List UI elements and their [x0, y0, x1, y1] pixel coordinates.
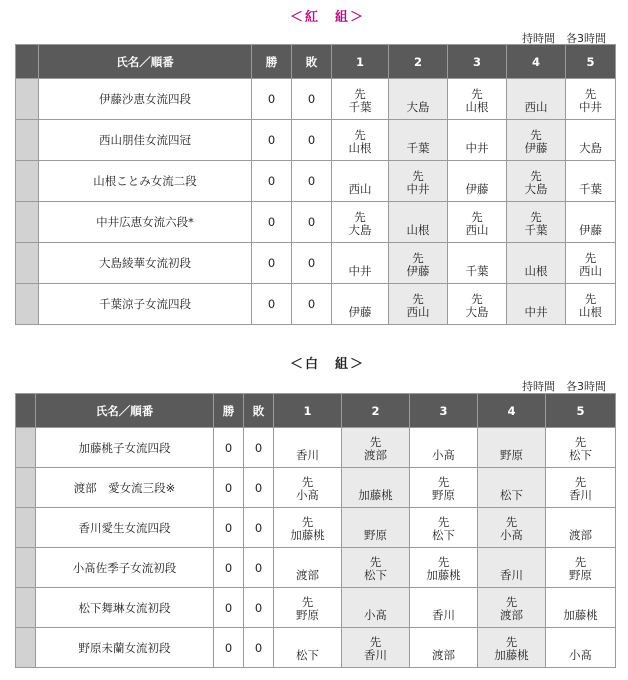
- row-side-marker: [16, 548, 36, 588]
- player-row: [16, 120, 616, 161]
- row-side-marker: [16, 284, 39, 325]
- white-time-note: 持時間 各3時間: [522, 380, 606, 393]
- loss-count: 0: [244, 588, 274, 628]
- opponent-name: 松下: [432, 528, 455, 542]
- round-3-cell: [448, 161, 507, 202]
- red-header-row: [16, 45, 616, 79]
- sente-mark: 先: [369, 635, 382, 649]
- round-4-cell: [478, 548, 546, 588]
- row-side-marker: [16, 588, 36, 628]
- sente-mark: 先: [505, 515, 518, 529]
- round-1-cell: [274, 628, 342, 668]
- player-row: [16, 508, 616, 548]
- opponent-name: 西山: [465, 223, 489, 237]
- win-count: 0: [214, 588, 244, 628]
- round-5-cell: [546, 468, 616, 508]
- round-5-cell: [566, 120, 616, 161]
- round-1-cell: [274, 588, 342, 628]
- header-round-5: 5: [566, 45, 616, 79]
- win-count: 0: [252, 79, 292, 120]
- round-2-cell: [342, 628, 410, 668]
- header-round-1: 1: [274, 394, 342, 428]
- win-count: 0: [252, 243, 292, 284]
- red-group-table: [15, 44, 616, 325]
- opponent-name: 千葉: [579, 182, 602, 196]
- player-name: 松下舞琳女流初段: [36, 588, 214, 628]
- opponent-name: 松下: [364, 568, 387, 582]
- loss-count: 0: [244, 508, 274, 548]
- round-4-cell: [478, 428, 546, 468]
- round-1-cell: [274, 548, 342, 588]
- sente-mark: 先: [584, 251, 597, 265]
- row-side-marker: [16, 468, 36, 508]
- round-1-cell: [332, 243, 389, 284]
- opponent-name: 大島: [579, 141, 602, 155]
- row-side-marker: [16, 628, 36, 668]
- opponent-name: 小髙: [432, 448, 455, 462]
- player-name: 山根ことみ女流二段: [39, 161, 252, 202]
- win-count: 0: [252, 161, 292, 202]
- sente-mark: 先: [471, 292, 483, 306]
- round-4-cell: [507, 284, 566, 325]
- win-count: 0: [214, 628, 244, 668]
- round-3-cell: [448, 79, 507, 120]
- opponent-name: 西山: [524, 100, 548, 114]
- sente-mark: 先: [584, 292, 597, 306]
- round-2-cell: [342, 508, 410, 548]
- opponent-name: 山根: [348, 141, 372, 155]
- player-name: 大島綾華女流初段: [39, 243, 252, 284]
- round-5-cell: [566, 243, 616, 284]
- round-1-cell: [332, 161, 389, 202]
- opponent-name: 渡部: [364, 448, 387, 462]
- win-count: 0: [214, 468, 244, 508]
- opponent-name: 中井: [348, 264, 372, 278]
- sente-mark: 先: [530, 169, 542, 183]
- header-round-3: 3: [410, 394, 478, 428]
- opponent-name: 香川: [364, 648, 387, 662]
- round-5-cell: [546, 508, 616, 548]
- opponent-name: 西山: [348, 182, 372, 196]
- win-count: 0: [214, 508, 244, 548]
- opponent-name: 中井: [524, 305, 548, 319]
- loss-count: 0: [244, 548, 274, 588]
- header-loss: 敗: [244, 394, 274, 428]
- sente-mark: 先: [574, 555, 587, 569]
- header-win: 勝: [214, 394, 244, 428]
- round-3-cell: [448, 120, 507, 161]
- sente-mark: 先: [574, 475, 587, 489]
- opponent-name: 加藤桃: [563, 608, 598, 622]
- loss-count: 0: [292, 120, 332, 161]
- player-row: [16, 161, 616, 202]
- round-3-cell: [410, 588, 478, 628]
- opponent-name: 小髙: [364, 608, 387, 622]
- sente-mark: 先: [584, 87, 597, 101]
- opponent-name: 大島: [406, 100, 430, 114]
- opponent-name: 山根: [524, 264, 548, 278]
- win-count: 0: [252, 120, 292, 161]
- opponent-name: 伊藤: [348, 305, 372, 319]
- round-3-cell: [448, 202, 507, 243]
- round-4-cell: [478, 628, 546, 668]
- opponent-name: 中井: [465, 141, 489, 155]
- header-round-1: 1: [332, 45, 389, 79]
- round-2-cell: [389, 243, 448, 284]
- red-time-note: 持時間 各3時間: [522, 32, 606, 45]
- player-name: 香川愛生女流四段: [36, 508, 214, 548]
- player-row: [16, 284, 616, 325]
- opponent-name: 野原: [364, 528, 387, 542]
- player-row: [16, 428, 616, 468]
- win-count: 0: [214, 428, 244, 468]
- round-4-cell: [507, 79, 566, 120]
- player-name: 西山朋佳女流四冠: [39, 120, 252, 161]
- opponent-name: 大島: [348, 223, 372, 237]
- player-name: 野原未蘭女流初段: [36, 628, 214, 668]
- round-1-cell: [274, 508, 342, 548]
- opponent-name: 千葉: [348, 100, 372, 114]
- header-name: 氏名／順番: [36, 394, 214, 428]
- round-2-cell: [389, 284, 448, 325]
- round-4-cell: [507, 120, 566, 161]
- round-5-cell: [566, 161, 616, 202]
- round-5-cell: [566, 284, 616, 325]
- round-4-cell: [478, 508, 546, 548]
- opponent-name: 渡部: [500, 608, 523, 622]
- loss-count: 0: [292, 284, 332, 325]
- header-round-5: 5: [546, 394, 616, 428]
- player-row: [16, 79, 616, 120]
- row-side-marker: [16, 79, 39, 120]
- row-side-marker: [16, 202, 39, 243]
- player-name: 渡部 愛女流三段※: [36, 468, 214, 508]
- header-round-4: 4: [507, 45, 566, 79]
- header-name: 氏名／順番: [39, 45, 252, 79]
- round-3-cell: [448, 284, 507, 325]
- row-side-marker: [16, 161, 39, 202]
- round-5-cell: [546, 628, 616, 668]
- opponent-name: 香川: [432, 608, 455, 622]
- player-name: 中井広恵女流六段*: [39, 202, 252, 243]
- round-2-cell: [342, 588, 410, 628]
- sente-mark: 先: [505, 635, 518, 649]
- opponent-name: 香川: [500, 568, 523, 582]
- opponent-name: 野原: [500, 448, 523, 462]
- sente-mark: 先: [301, 475, 314, 489]
- opponent-name: 千葉: [524, 223, 548, 237]
- round-2-cell: [342, 428, 410, 468]
- opponent-name: 香川: [569, 488, 592, 502]
- opponent-name: 小髙: [296, 488, 319, 502]
- round-3-cell: [448, 243, 507, 284]
- opponent-name: 加藤桃: [494, 648, 529, 662]
- header-round-2: 2: [342, 394, 410, 428]
- opponent-name: 大島: [465, 305, 489, 319]
- round-2-cell: [342, 548, 410, 588]
- round-1-cell: [332, 284, 389, 325]
- round-2-cell: [389, 79, 448, 120]
- sente-mark: 先: [574, 435, 587, 449]
- sente-mark: 先: [301, 595, 314, 609]
- opponent-name: 千葉: [406, 141, 430, 155]
- round-3-cell: [410, 468, 478, 508]
- sente-mark: 先: [354, 87, 366, 101]
- white-header-row: [16, 394, 616, 428]
- opponent-name: 西山: [579, 264, 602, 278]
- round-4-cell: [478, 588, 546, 628]
- round-4-cell: [507, 243, 566, 284]
- player-row: [16, 588, 616, 628]
- round-1-cell: [332, 120, 389, 161]
- row-side-marker: [16, 428, 36, 468]
- round-3-cell: [410, 548, 478, 588]
- sente-mark: 先: [530, 128, 542, 142]
- opponent-name: 香川: [296, 448, 319, 462]
- opponent-name: 西山: [406, 305, 430, 319]
- white-group-table: [15, 393, 616, 668]
- round-5-cell: [546, 588, 616, 628]
- player-name: 小髙佐季子女流初段: [36, 548, 214, 588]
- opponent-name: 伊藤: [465, 182, 489, 196]
- win-count: 0: [214, 548, 244, 588]
- red-group-title: ＜紅 組＞: [290, 10, 366, 25]
- opponent-name: 山根: [406, 223, 430, 237]
- loss-count: 0: [292, 161, 332, 202]
- round-2-cell: [342, 468, 410, 508]
- player-name: 伊藤沙恵女流四段: [39, 79, 252, 120]
- player-row: [16, 202, 616, 243]
- sente-mark: 先: [437, 475, 450, 489]
- player-row: [16, 243, 616, 284]
- sente-mark: 先: [301, 515, 314, 529]
- round-3-cell: [410, 628, 478, 668]
- player-name: 千葉涼子女流四段: [39, 284, 252, 325]
- header-win: 勝: [252, 45, 292, 79]
- round-5-cell: [566, 202, 616, 243]
- loss-count: 0: [244, 468, 274, 508]
- opponent-name: 伊藤: [406, 264, 430, 278]
- header-round-3: 3: [448, 45, 507, 79]
- opponent-name: 伊藤: [524, 141, 548, 155]
- loss-count: 0: [244, 428, 274, 468]
- round-1-cell: [332, 202, 389, 243]
- round-2-cell: [389, 120, 448, 161]
- round-5-cell: [546, 428, 616, 468]
- sente-mark: 先: [412, 292, 424, 306]
- opponent-name: 松下: [500, 488, 523, 502]
- sente-mark: 先: [505, 595, 518, 609]
- opponent-name: 千葉: [465, 264, 489, 278]
- sente-mark: 先: [354, 128, 366, 142]
- round-3-cell: [410, 428, 478, 468]
- opponent-name: 小髙: [569, 648, 592, 662]
- round-5-cell: [546, 548, 616, 588]
- win-count: 0: [252, 202, 292, 243]
- opponent-name: 渡部: [296, 568, 319, 582]
- opponent-name: 渡部: [432, 648, 455, 662]
- opponent-name: 中井: [579, 100, 602, 114]
- player-row: [16, 548, 616, 588]
- round-1-cell: [274, 428, 342, 468]
- loss-count: 0: [244, 628, 274, 668]
- opponent-name: 小髙: [500, 528, 523, 542]
- opponent-name: 松下: [296, 648, 319, 662]
- sente-mark: 先: [437, 515, 450, 529]
- round-3-cell: [410, 508, 478, 548]
- sente-mark: 先: [369, 555, 382, 569]
- header-round-4: 4: [478, 394, 546, 428]
- opponent-name: 野原: [296, 608, 319, 622]
- opponent-name: 松下: [569, 448, 592, 462]
- round-1-cell: [274, 468, 342, 508]
- header-side: [16, 394, 36, 428]
- sente-mark: 先: [530, 210, 542, 224]
- sente-mark: 先: [471, 210, 483, 224]
- opponent-name: 大島: [524, 182, 548, 196]
- round-4-cell: [507, 202, 566, 243]
- round-4-cell: [478, 468, 546, 508]
- player-row: [16, 628, 616, 668]
- round-4-cell: [507, 161, 566, 202]
- header-round-2: 2: [389, 45, 448, 79]
- player-name: 加藤桃子女流四段: [36, 428, 214, 468]
- sente-mark: 先: [369, 435, 382, 449]
- round-5-cell: [566, 79, 616, 120]
- loss-count: 0: [292, 202, 332, 243]
- row-side-marker: [16, 243, 39, 284]
- opponent-name: 加藤桃: [426, 568, 461, 582]
- sente-mark: 先: [437, 555, 450, 569]
- sente-mark: 先: [412, 169, 424, 183]
- loss-count: 0: [292, 79, 332, 120]
- opponent-name: 伊藤: [579, 223, 602, 237]
- opponent-name: 中井: [406, 182, 430, 196]
- sente-mark: 先: [412, 251, 424, 265]
- white-group-title: ＜白 組＞: [290, 357, 366, 372]
- row-side-marker: [16, 508, 36, 548]
- round-2-cell: [389, 202, 448, 243]
- header-side: [16, 45, 39, 79]
- sente-mark: 先: [471, 87, 483, 101]
- opponent-name: 山根: [579, 305, 602, 319]
- header-loss: 敗: [292, 45, 332, 79]
- round-1-cell: [332, 79, 389, 120]
- opponent-name: 加藤桃: [290, 528, 325, 542]
- row-side-marker: [16, 120, 39, 161]
- opponent-name: 野原: [569, 568, 592, 582]
- opponent-name: 渡部: [569, 528, 592, 542]
- round-2-cell: [389, 161, 448, 202]
- win-count: 0: [252, 284, 292, 325]
- opponent-name: 加藤桃: [358, 488, 393, 502]
- sente-mark: 先: [354, 210, 366, 224]
- player-row: [16, 468, 616, 508]
- opponent-name: 野原: [432, 488, 455, 502]
- loss-count: 0: [292, 243, 332, 284]
- opponent-name: 山根: [465, 100, 489, 114]
